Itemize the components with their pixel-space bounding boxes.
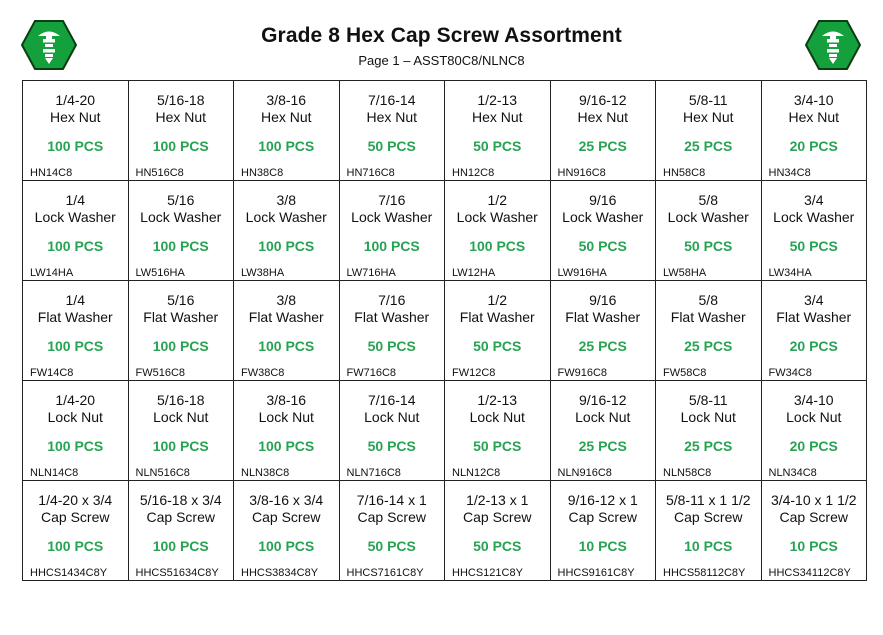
part-type: Cap Screw — [568, 509, 637, 525]
part-quantity: 25 PCS — [578, 438, 627, 454]
part-type: Cap Screw — [674, 509, 743, 525]
part-sku: NLN716C8 — [346, 467, 401, 479]
part-type: Lock Nut — [258, 409, 314, 425]
part-quantity: 50 PCS — [367, 138, 416, 154]
part-type: Hex Nut — [49, 109, 101, 125]
part-sku: HN12C8 — [452, 167, 495, 179]
part-type: Lock Nut — [364, 409, 420, 425]
part-cell — [234, 281, 340, 381]
part-quantity: 100 PCS — [152, 138, 209, 154]
part-cell — [128, 481, 234, 581]
part-quantity: 20 PCS — [789, 438, 838, 454]
part-quantity: 10 PCS — [578, 538, 627, 554]
part-type: Flat Washer — [670, 309, 746, 325]
part-sku: NLN14C8 — [30, 467, 79, 479]
part-type: Flat Washer — [248, 309, 324, 325]
part-type: Hex Nut — [366, 109, 418, 125]
part-cell — [761, 481, 867, 581]
part-cell — [23, 181, 129, 281]
part-cell — [445, 381, 551, 481]
part-size: 3/4-10 — [793, 92, 834, 108]
part-size: 5/16-18 — [157, 92, 205, 108]
part-cell — [23, 81, 129, 181]
part-quantity: 50 PCS — [578, 238, 627, 254]
part-cell — [445, 181, 551, 281]
part-type: Hex Nut — [471, 109, 523, 125]
part-sku: LW14HA — [30, 267, 74, 279]
part-quantity: 25 PCS — [684, 338, 733, 354]
part-cell — [761, 381, 867, 481]
part-cell — [656, 81, 762, 181]
part-quantity: 100 PCS — [258, 338, 315, 354]
part-size: 3/8-16 — [266, 392, 307, 408]
part-size: 9/16-12 — [579, 92, 627, 108]
part-sku: LW12HA — [452, 267, 496, 279]
part-type: Lock Nut — [680, 409, 736, 425]
part-size: 1/2-13 x 1 — [466, 492, 529, 508]
part-quantity: 50 PCS — [473, 138, 522, 154]
part-type: Cap Screw — [463, 509, 532, 525]
part-size: 7/16-14 — [368, 92, 416, 108]
part-size: 7/16 — [378, 292, 406, 308]
part-cell — [550, 281, 656, 381]
part-type: Lock Nut — [469, 409, 525, 425]
part-type: Lock Washer — [140, 209, 222, 225]
part-size: 3/8-16 x 3/4 — [249, 492, 324, 508]
part-quantity: 100 PCS — [152, 538, 209, 554]
part-quantity: 50 PCS — [367, 338, 416, 354]
part-size: 3/4-10 — [793, 392, 834, 408]
part-type: Flat Washer — [459, 309, 535, 325]
part-sku: HN58C8 — [663, 167, 706, 179]
part-quantity: 20 PCS — [789, 138, 838, 154]
part-cell — [656, 181, 762, 281]
part-cell — [761, 281, 867, 381]
part-sku: LW716HA — [346, 267, 396, 279]
part-size: 5/8-11 — [688, 392, 728, 408]
part-sku: HHCS7161C8Y — [346, 567, 424, 579]
part-sku: HN14C8 — [30, 167, 73, 179]
part-size: 3/8-16 — [266, 92, 307, 108]
part-cell — [234, 81, 340, 181]
part-cell — [23, 381, 129, 481]
part-quantity: 100 PCS — [47, 138, 104, 154]
part-type: Hex Nut — [682, 109, 734, 125]
part-quantity: 100 PCS — [152, 438, 209, 454]
part-cell — [339, 281, 445, 381]
page-subtitle: Page 1 – ASST80C8/NLNC8 — [358, 53, 525, 68]
part-size: 1/4-20 — [55, 92, 96, 108]
part-sku: FW14C8 — [30, 367, 74, 379]
part-cell — [656, 281, 762, 381]
part-cell — [339, 481, 445, 581]
part-quantity: 20 PCS — [789, 338, 838, 354]
part-quantity: 100 PCS — [47, 338, 104, 354]
part-type: Flat Washer — [565, 309, 641, 325]
table-row — [23, 481, 867, 581]
part-type: Lock Washer — [34, 209, 116, 225]
part-quantity: 50 PCS — [367, 538, 416, 554]
part-sku: HN716C8 — [346, 167, 395, 179]
part-sku: HN516C8 — [135, 167, 184, 179]
part-type: Flat Washer — [143, 309, 219, 325]
part-sku: FW38C8 — [241, 367, 285, 379]
part-sku: LW58HA — [663, 267, 707, 279]
part-cell — [550, 481, 656, 581]
part-quantity: 50 PCS — [473, 338, 522, 354]
part-type: Lock Washer — [245, 209, 327, 225]
part-type: Lock Washer — [456, 209, 538, 225]
part-sku: HHCS34112C8Y — [768, 567, 851, 579]
part-type: Flat Washer — [37, 309, 113, 325]
part-quantity: 25 PCS — [684, 138, 733, 154]
part-cell — [339, 81, 445, 181]
part-type: Flat Washer — [354, 309, 430, 325]
part-quantity: 100 PCS — [469, 238, 526, 254]
part-size: 7/16-14 — [368, 392, 416, 408]
part-sku: FW716C8 — [346, 367, 397, 379]
part-size: 3/4 — [804, 292, 824, 308]
part-cell — [656, 481, 762, 581]
part-size: 1/4-20 x 3/4 — [38, 492, 113, 508]
part-sku: LW516HA — [135, 267, 185, 279]
part-quantity: 100 PCS — [152, 338, 209, 354]
part-quantity: 50 PCS — [367, 438, 416, 454]
part-sku: FW516C8 — [135, 367, 186, 379]
part-cell — [23, 281, 129, 381]
part-size: 1/4 — [65, 192, 85, 208]
part-quantity: 25 PCS — [578, 338, 627, 354]
part-sku: HHCS3834C8Y — [241, 567, 319, 579]
part-type: Hex Nut — [155, 109, 207, 125]
part-size: 3/8 — [276, 292, 296, 308]
part-size: 3/8 — [276, 192, 296, 208]
part-size: 9/16 — [589, 192, 617, 208]
part-size: 9/16 — [589, 292, 617, 308]
part-sku: LW38HA — [241, 267, 285, 279]
part-quantity: 100 PCS — [258, 138, 315, 154]
part-size: 5/16-18 — [157, 392, 205, 408]
part-cell — [128, 181, 234, 281]
part-size: 5/16 — [167, 292, 195, 308]
part-sku: HHCS1434C8Y — [30, 567, 108, 579]
part-size: 1/2-13 — [477, 392, 518, 408]
part-size: 1/2 — [487, 292, 507, 308]
part-sku: NLN516C8 — [135, 467, 190, 479]
part-sku: FW58C8 — [663, 367, 707, 379]
part-size: 1/2-13 — [477, 92, 518, 108]
part-cell — [445, 81, 551, 181]
part-cell — [128, 81, 234, 181]
part-sku: NLN34C8 — [768, 467, 817, 479]
part-size: 1/4-20 — [55, 392, 96, 408]
part-size: 3/4-10 x 1 1/2 — [770, 492, 857, 508]
part-size: 5/16-18 x 3/4 — [139, 492, 222, 508]
part-type: Lock Washer — [562, 209, 644, 225]
part-quantity: 10 PCS — [684, 538, 733, 554]
part-cell — [550, 81, 656, 181]
part-quantity: 50 PCS — [789, 238, 838, 254]
part-quantity: 100 PCS — [47, 438, 104, 454]
part-sku: NLN38C8 — [241, 467, 290, 479]
table-row — [23, 381, 867, 481]
part-size: 1/4 — [65, 292, 85, 308]
part-sku: LW34HA — [768, 267, 812, 279]
part-sku: HHCS121C8Y — [452, 567, 523, 579]
part-type: Cap Screw — [41, 509, 110, 525]
part-size: 5/8 — [698, 292, 718, 308]
part-cell — [550, 381, 656, 481]
part-quantity: 100 PCS — [47, 238, 104, 254]
part-type: Lock Washer — [773, 209, 855, 225]
part-sku: HHCS58112C8Y — [663, 567, 746, 579]
table-row — [23, 281, 867, 381]
part-sku: LW916HA — [557, 267, 607, 279]
part-quantity: 100 PCS — [258, 438, 315, 454]
part-quantity: 100 PCS — [363, 238, 420, 254]
part-type: Hex Nut — [577, 109, 629, 125]
part-sku: FW916C8 — [557, 367, 608, 379]
part-cell — [128, 381, 234, 481]
part-type: Hex Nut — [788, 109, 840, 125]
part-sku: NLN58C8 — [663, 467, 712, 479]
part-type: Cap Screw — [252, 509, 321, 525]
part-sku: FW12C8 — [452, 367, 496, 379]
part-type: Lock Nut — [786, 409, 842, 425]
part-quantity: 100 PCS — [258, 538, 315, 554]
part-cell — [761, 81, 867, 181]
part-quantity: 50 PCS — [473, 538, 522, 554]
part-size: 5/8-11 x 1 1/2 — [665, 492, 751, 508]
part-cell — [23, 481, 129, 581]
part-cell — [234, 481, 340, 581]
part-quantity: 100 PCS — [47, 538, 104, 554]
part-sku: FW34C8 — [768, 367, 812, 379]
part-size: 5/8 — [698, 192, 718, 208]
assortment-grid — [22, 80, 867, 581]
part-type: Cap Screw — [357, 509, 426, 525]
part-sku: HN38C8 — [241, 167, 284, 179]
table-row — [23, 81, 867, 181]
part-type: Cap Screw — [146, 509, 215, 525]
part-size: 1/2 — [487, 192, 507, 208]
part-size: 9/16-12 x 1 — [567, 492, 638, 508]
part-cell — [234, 381, 340, 481]
part-quantity: 10 PCS — [789, 538, 838, 554]
part-size: 7/16 — [378, 192, 406, 208]
part-cell — [445, 481, 551, 581]
table-row — [23, 181, 867, 281]
part-quantity: 50 PCS — [684, 238, 733, 254]
page-title: Grade 8 Hex Cap Screw Assortment — [261, 24, 622, 47]
part-quantity: 100 PCS — [258, 238, 315, 254]
part-quantity: 100 PCS — [152, 238, 209, 254]
part-size: 7/16-14 x 1 — [356, 492, 427, 508]
part-sku: NLN12C8 — [452, 467, 501, 479]
part-cell — [339, 381, 445, 481]
part-size: 3/4 — [804, 192, 824, 208]
part-cell — [445, 281, 551, 381]
part-type: Cap Screw — [779, 509, 848, 525]
part-cell — [128, 281, 234, 381]
part-cell — [234, 181, 340, 281]
part-cell — [656, 381, 762, 481]
part-cell — [550, 181, 656, 281]
part-sku: HN34C8 — [768, 167, 811, 179]
part-type: Lock Nut — [47, 409, 103, 425]
part-sku: HHCS9161C8Y — [557, 567, 635, 579]
part-type: Lock Nut — [153, 409, 209, 425]
part-type: Flat Washer — [776, 309, 852, 325]
part-cell — [761, 181, 867, 281]
part-type: Lock Washer — [351, 209, 433, 225]
part-type: Lock Nut — [575, 409, 631, 425]
part-cell — [339, 181, 445, 281]
part-type: Lock Washer — [667, 209, 749, 225]
part-type: Hex Nut — [260, 109, 312, 125]
part-size: 5/8-11 — [688, 92, 728, 108]
part-quantity: 50 PCS — [473, 438, 522, 454]
part-sku: HN916C8 — [557, 167, 606, 179]
part-quantity: 25 PCS — [578, 138, 627, 154]
part-size: 5/16 — [167, 192, 195, 208]
part-sku: HHCS51634C8Y — [135, 567, 219, 579]
part-size: 9/16-12 — [579, 392, 627, 408]
part-sku: NLN916C8 — [557, 467, 612, 479]
part-quantity: 25 PCS — [684, 438, 733, 454]
